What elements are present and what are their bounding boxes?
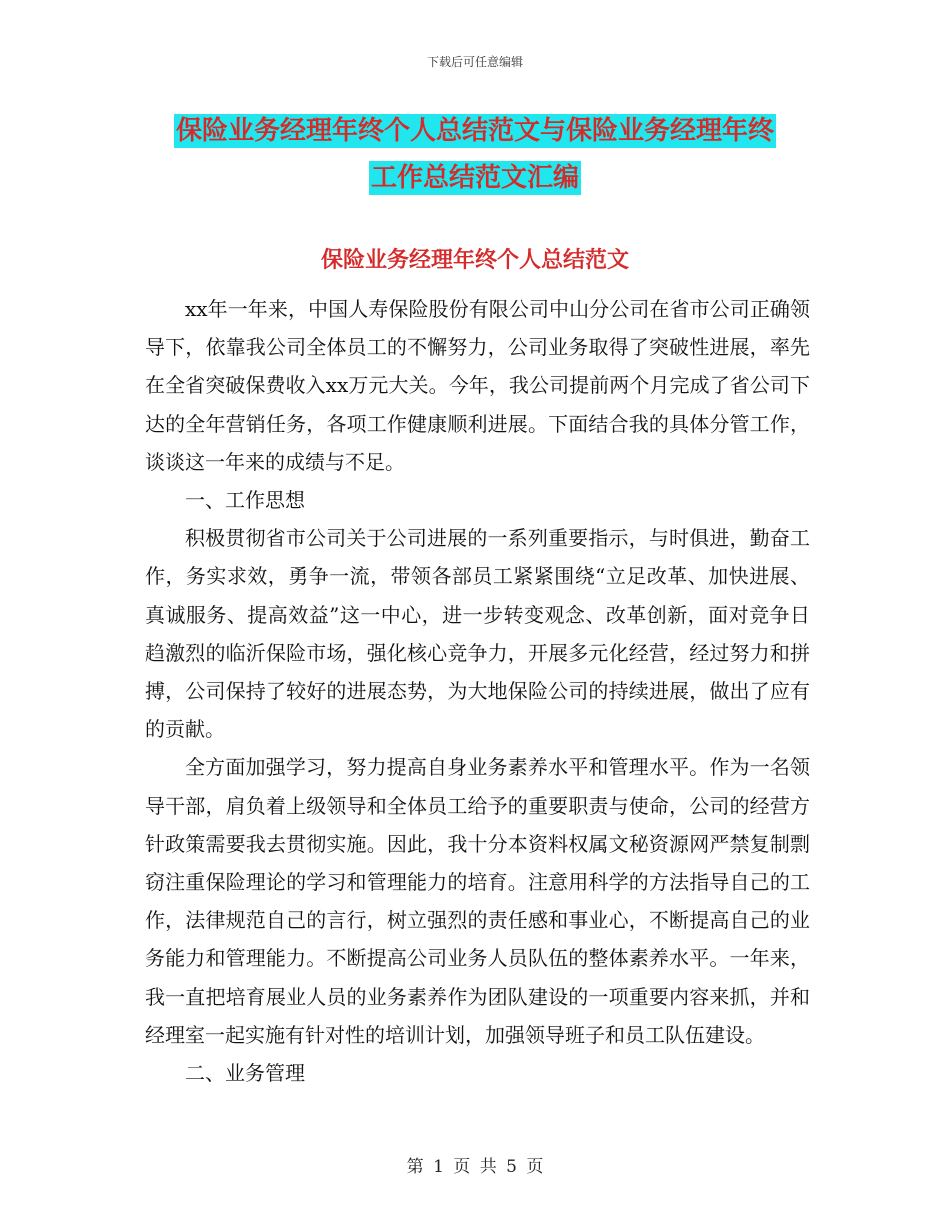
section-title: 保险业务经理年终个人总结范文 xyxy=(320,248,629,273)
header-note: 下载后可任意编辑 xyxy=(426,55,523,69)
document-title xyxy=(0,108,950,202)
document-title-line1: 保险业务经理年终个人总结范文与保险业务经理年终 xyxy=(175,116,774,146)
heading-work-thinking: 一、工作思想 xyxy=(185,488,305,513)
heading-business-management: 二、业务管理 xyxy=(185,1061,305,1086)
document-title-line2: 工作总结范文汇编 xyxy=(370,163,579,193)
paragraph-learning: 全方面加强学习，努力提高自身业务素养水平和管理水平。作为一名领导干部，肩负着上级领导和全体员工给予的重要职责与使命，公司的经营方针政策需要我去贯彻实施。因此，我十分本资料权属文秘资源网严禁复制剽窃注重保险理论的学习和管理能力的培育。注意用科学的方法指导自己的工作，法律规范自己的言行，树立强烈的责任感和事业心，不断提高自己的业务能力和管理能力。不断提高公司业务人员队伍的整体素养水平。一年来，我一直把培育展业人员的业务素养作为团队建设的一项重要内容来抓，并和经理室一起实施有针对性的培训计划，加强领导班子和员工队伍建设。 xyxy=(145,755,810,1047)
paragraph-work-thinking: 积极贯彻省市公司关于公司进展的一系列重要指示，与时俱进，勤奋工作，务实求效，勇争一流，带领各部员工紧紧围绕“立足改革、加快进展、真诚服务、提高效益”这一中心，进一步转变观念、改革创新，面对竞争日趋激烈的临沂保险市场，强化核心竞争力，开展多元化经营，经过努力和拼搏，公司保持了较好的进展态势，为大地保险公司的持续进展，做出了应有的贡献。 xyxy=(145,526,810,742)
paragraph-intro: xx年一年来，中国人寿保险股份有限公司中山分公司在省市公司正确领导下，依靠我公司全体员工的不懈努力，公司业务取得了突破性进展，率先在全省突破保费收入xx万元大关。今年，我公司提前两个月完成了省公司下达的全年营销任务，各项工作健康顺利进展。下面结合我的具体分管工作，谈谈这一年来的成绩与不足。 xyxy=(145,297,810,474)
page-footer: 第 1 页 共 5 页 xyxy=(406,1157,544,1177)
document-body xyxy=(145,290,810,1092)
